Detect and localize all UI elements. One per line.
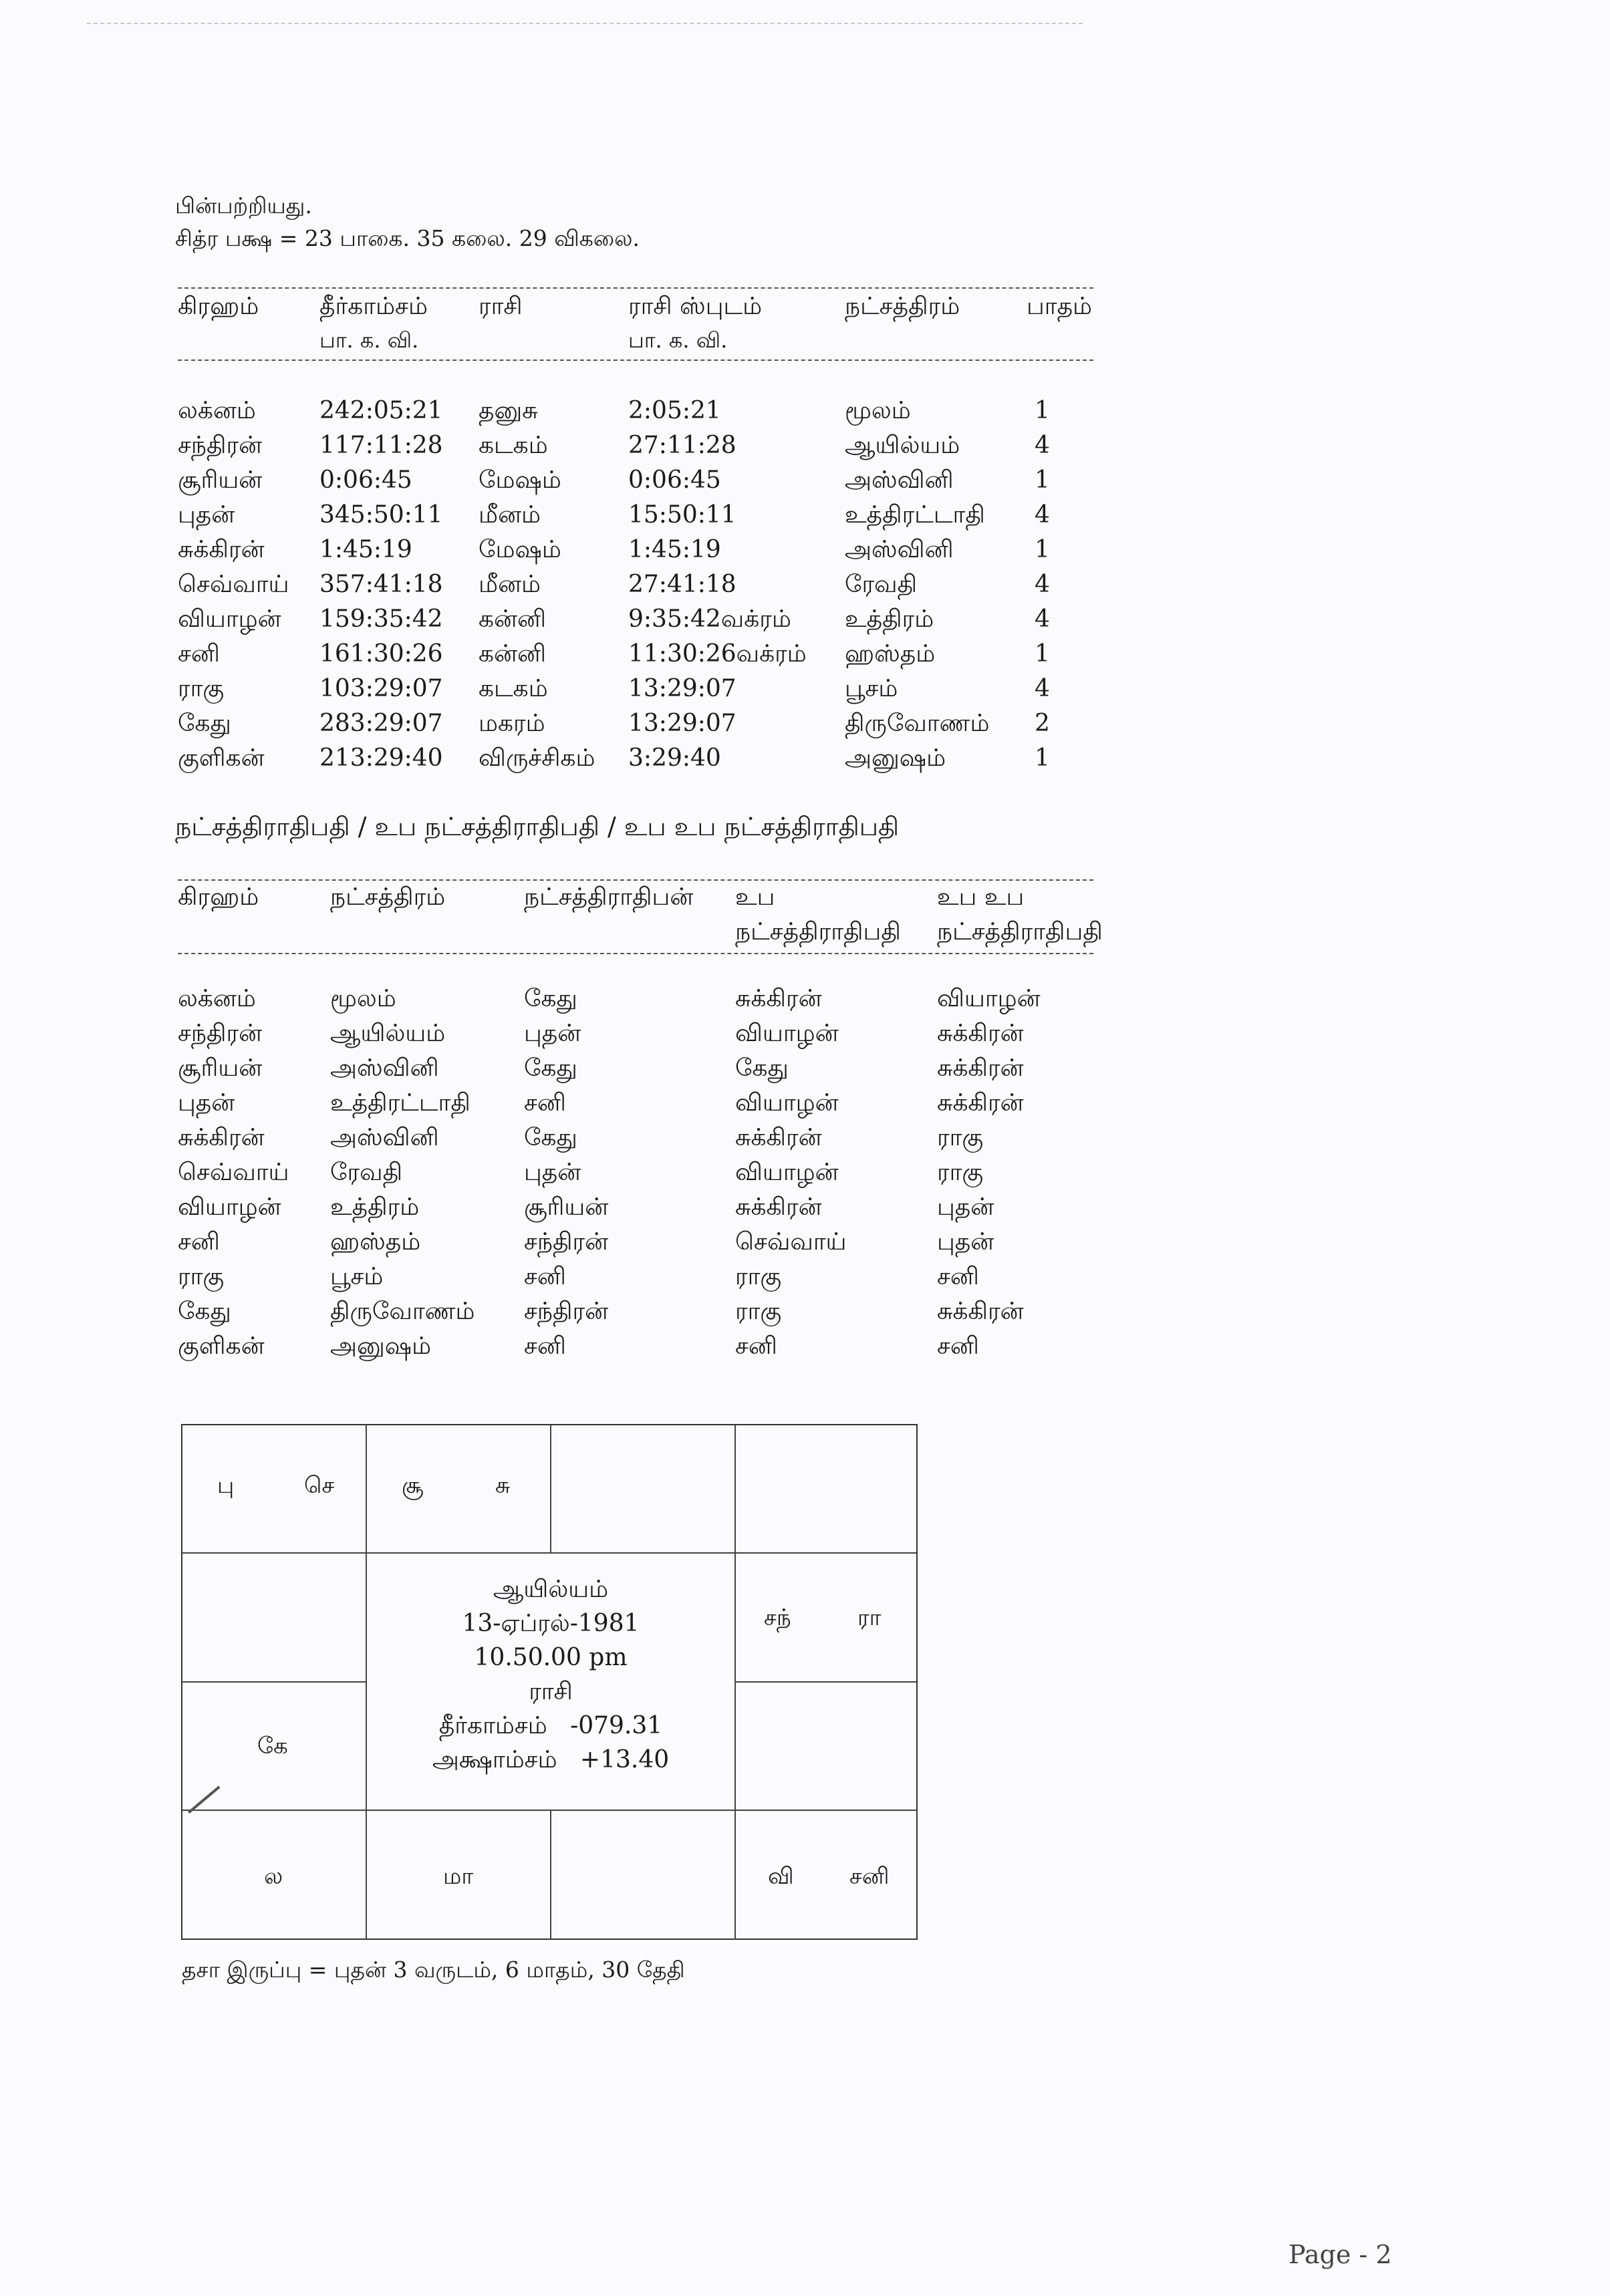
cell-rasi: மீனம் xyxy=(479,571,541,598)
cell-longitude: 161:30:26 xyxy=(319,640,443,668)
cell-graham: லக்னம் xyxy=(178,985,256,1012)
cell-patham: 1 xyxy=(1035,536,1050,563)
cell-nakshatra: மூலம் xyxy=(330,985,396,1012)
cell-graham: சுக்கிரன் xyxy=(178,536,265,563)
cell-sub-sub-lord: சுக்கிரன் xyxy=(937,1054,1024,1082)
cell-rasi-sputam: 27:41:18 xyxy=(628,571,736,598)
birth-nakshatra: ஆயில்யம் xyxy=(493,1576,609,1603)
cell-nakshatra: பூசம் xyxy=(845,675,898,702)
table2-header: நட்சத்திராதிபதி xyxy=(735,918,901,946)
cell-lord: சனி xyxy=(524,1089,566,1117)
chart-grid-line xyxy=(550,1425,551,1552)
cell-sub-sub-lord: புதன் xyxy=(937,1228,994,1256)
table1-header: தீர்காம்சம் xyxy=(319,293,428,320)
cell-nakshatra: உத்திரட்டாதி xyxy=(845,501,985,529)
house-planet: பு xyxy=(217,1472,235,1499)
cell-graham: சூரியன் xyxy=(178,1054,263,1082)
continued-label: பின்பற்றியது. xyxy=(175,192,312,219)
dasa-balance: தசா இருப்பு = புதன் 3 வருடம், 6 மாதம், 30 தேதி xyxy=(182,1957,685,1983)
cell-graham: புதன் xyxy=(178,1089,235,1117)
birth-date: 13-ஏப்ரல்-1981 xyxy=(462,1610,640,1637)
cell-patham: 4 xyxy=(1035,675,1050,702)
cell-lord: கேது xyxy=(524,985,577,1012)
house-planet: சு xyxy=(495,1472,511,1499)
cell-nakshatra: அனுஷம் xyxy=(330,1332,432,1360)
cell-longitude: 117:11:28 xyxy=(319,432,443,459)
cell-graham: வியாழன் xyxy=(178,605,281,633)
cell-nakshatra: அஸ்வினி xyxy=(330,1054,439,1082)
table2-header: உப xyxy=(735,883,775,911)
cell-lord: சனி xyxy=(524,1263,566,1290)
cell-sub-lord: கேது xyxy=(735,1054,789,1082)
cell-sub-sub-lord: சுக்கிரன் xyxy=(937,1089,1024,1117)
cell-rasi-sputam: 9:35:42வக்ரம் xyxy=(628,605,791,633)
cell-nakshatra: ரேவதி xyxy=(330,1159,403,1186)
table2-header: உப உப xyxy=(937,883,1025,911)
cell-sub-sub-lord: வியாழன் xyxy=(937,985,1041,1012)
cell-longitude: 283:29:07 xyxy=(319,710,443,737)
rasi-chart xyxy=(181,1424,918,1940)
cell-nakshatra: ஹஸ்தம் xyxy=(845,640,936,668)
table1-subheader: பா. க. வி. xyxy=(319,327,419,353)
cell-graham: புதன் xyxy=(178,501,235,529)
cell-rasi-sputam: 13:29:07 xyxy=(628,710,736,737)
cell-patham: 4 xyxy=(1035,571,1050,598)
longitude: தீர்காம்சம் -079.31 xyxy=(438,1712,663,1739)
house-planet: வி xyxy=(768,1863,794,1890)
chart-grid-line xyxy=(734,1425,736,1940)
cell-nakshatra: ஆயில்யம் xyxy=(330,1020,446,1047)
cell-sub-sub-lord: புதன் xyxy=(937,1193,994,1221)
cell-longitude: 159:35:42 xyxy=(319,605,443,633)
cell-nakshatra: திருவோணம் xyxy=(330,1298,475,1325)
cell-lord: புதன் xyxy=(524,1020,581,1047)
cell-longitude: 103:29:07 xyxy=(319,675,443,702)
cell-nakshatra: திருவோணம் xyxy=(845,710,990,737)
cell-nakshatra: ஆயில்யம் xyxy=(845,432,960,459)
cell-graham: குளிகன் xyxy=(178,1332,265,1360)
cell-longitude: 242:05:21 xyxy=(319,397,443,424)
cell-graham: சூரியன் xyxy=(178,466,263,494)
cell-rasi: மேஷம் xyxy=(479,536,561,563)
chart-grid-line xyxy=(550,1810,551,1940)
cell-sub-lord: சனி xyxy=(735,1332,777,1360)
cell-sub-sub-lord: சனி xyxy=(937,1263,979,1290)
cell-patham: 1 xyxy=(1035,466,1050,494)
table1-header: கிரஹம் xyxy=(178,293,259,320)
chart-grid-line xyxy=(182,1810,916,1811)
chart-grid-line xyxy=(182,1681,367,1683)
cell-graham: செவ்வாய் xyxy=(178,571,289,598)
table2-header-rule xyxy=(178,953,1093,954)
cell-lord: சந்திரன் xyxy=(524,1298,609,1325)
cell-graham: சந்திரன் xyxy=(178,1020,263,1047)
cell-sub-sub-lord: சுக்கிரன் xyxy=(937,1020,1024,1047)
cell-sub-sub-lord: சுக்கிரன் xyxy=(937,1298,1024,1325)
cell-patham: 4 xyxy=(1035,501,1050,529)
cell-nakshatra: அஸ்வினி xyxy=(845,466,954,494)
cell-rasi-sputam: 11:30:26வக்ரம் xyxy=(628,640,807,668)
house-planet: ல xyxy=(264,1863,283,1890)
cell-nakshatra: ஹஸ்தம் xyxy=(330,1228,421,1256)
cell-rasi: மகரம் xyxy=(479,710,545,737)
birth-time: 10.50.00 pm xyxy=(474,1644,628,1671)
cell-rasi: மீனம் xyxy=(479,501,541,529)
cell-rasi-sputam: 3:29:40 xyxy=(628,744,721,772)
cell-graham: சனி xyxy=(178,640,220,668)
cell-rasi-sputam: 1:45:19 xyxy=(628,536,721,563)
cell-nakshatra: பூசம் xyxy=(330,1263,384,1290)
cell-longitude: 345:50:11 xyxy=(319,501,443,529)
cell-graham: வியாழன் xyxy=(178,1193,281,1221)
cell-graham: ராகு xyxy=(178,675,225,702)
table1-top-rule xyxy=(178,287,1093,289)
cell-lord: கேது xyxy=(524,1124,577,1151)
cell-nakshatra: அஸ்வினி xyxy=(845,536,954,563)
chart-center-info xyxy=(367,1552,734,1810)
cell-longitude: 213:29:40 xyxy=(319,744,443,772)
house-planet: சனி xyxy=(849,1863,890,1890)
house-planet: செ xyxy=(304,1472,335,1499)
cell-rasi-sputam: 0:06:45 xyxy=(628,466,721,494)
table1-header: நட்சத்திரம் xyxy=(845,293,960,320)
cell-graham: கேது xyxy=(178,1298,231,1325)
house-planet: சூ xyxy=(402,1472,424,1499)
cell-nakshatra: உத்திரம் xyxy=(330,1193,420,1221)
cell-rasi-sputam: 15:50:11 xyxy=(628,501,736,529)
cell-sub-sub-lord: ராகு xyxy=(937,1159,984,1186)
table2-header: நட்சத்திராதிபன் xyxy=(524,883,694,911)
cell-rasi-sputam: 27:11:28 xyxy=(628,432,736,459)
cell-sub-lord: வியாழன் xyxy=(735,1020,839,1047)
cell-sub-lord: ராகு xyxy=(735,1298,782,1325)
table1-subheader: பா. க. வி. xyxy=(628,327,728,353)
cell-sub-lord: சுக்கிரன் xyxy=(735,1193,822,1221)
cell-nakshatra: அனுஷம் xyxy=(845,744,946,772)
cell-graham: குளிகன் xyxy=(178,744,265,772)
cell-nakshatra: மூலம் xyxy=(845,397,911,424)
house-planet: மா xyxy=(443,1863,474,1890)
cell-rasi-sputam: 13:29:07 xyxy=(628,675,736,702)
cell-rasi: கடகம் xyxy=(479,432,548,459)
cell-rasi: கன்னி xyxy=(479,605,547,633)
top-scan-rule xyxy=(87,23,1083,24)
cell-rasi: மேஷம் xyxy=(479,466,561,494)
cell-patham: 2 xyxy=(1035,710,1050,737)
cell-sub-lord: சுக்கிரன் xyxy=(735,1124,822,1151)
cell-sub-lord: சுக்கிரன் xyxy=(735,985,822,1012)
cell-rasi: கடகம் xyxy=(479,675,548,702)
table2-header: நட்சத்திரம் xyxy=(330,883,446,911)
cell-patham: 4 xyxy=(1035,432,1050,459)
table2-header: கிரஹம் xyxy=(178,883,259,911)
table1-header: பாதம் xyxy=(1027,293,1093,320)
house-planet: ரா xyxy=(857,1604,882,1631)
chitra-paksha-line: சித்ர பக்ஷ = 23 பாகை. 35 கலை. 29 விகலை. xyxy=(175,225,640,251)
cell-nakshatra: ரேவதி xyxy=(845,571,918,598)
cell-lord: புதன் xyxy=(524,1159,581,1186)
house-planet: சந் xyxy=(764,1604,791,1631)
cell-sub-lord: செவ்வாய் xyxy=(735,1228,847,1256)
cell-rasi: கன்னி xyxy=(479,640,547,668)
chart-label: ராசி xyxy=(529,1678,573,1705)
cell-patham: 1 xyxy=(1035,640,1050,668)
cell-lord: சூரியன் xyxy=(524,1193,609,1221)
cell-lord: சந்திரன் xyxy=(524,1228,609,1256)
cell-graham: ராகு xyxy=(178,1263,225,1290)
cell-graham: செவ்வாய் xyxy=(178,1159,289,1186)
cell-rasi: விருச்சிகம் xyxy=(479,744,595,772)
cell-lord: சனி xyxy=(524,1332,566,1360)
cell-longitude: 357:41:18 xyxy=(319,571,443,598)
cell-sub-lord: வியாழன் xyxy=(735,1159,839,1186)
table1-header-rule xyxy=(178,360,1093,361)
page-number: Page - 2 xyxy=(1289,2240,1392,2269)
cell-sub-sub-lord: ராகு xyxy=(937,1124,984,1151)
cell-graham: சுக்கிரன் xyxy=(178,1124,265,1151)
house-planet: கே xyxy=(257,1733,288,1759)
cell-longitude: 1:45:19 xyxy=(319,536,412,563)
cell-sub-lord: வியாழன் xyxy=(735,1089,839,1117)
cell-patham: 1 xyxy=(1035,397,1050,424)
table1-header: ராசி xyxy=(479,293,523,320)
cell-patham: 4 xyxy=(1035,605,1050,633)
cell-sub-sub-lord: சனி xyxy=(937,1332,979,1360)
cell-sub-lord: ராகு xyxy=(735,1263,782,1290)
cell-longitude: 0:06:45 xyxy=(319,466,412,494)
cell-rasi-sputam: 2:05:21 xyxy=(628,397,721,424)
cell-patham: 1 xyxy=(1035,744,1050,772)
cell-nakshatra: அஸ்வினி xyxy=(330,1124,439,1151)
cell-graham: கேது xyxy=(178,710,231,737)
cell-graham: லக்னம் xyxy=(178,397,256,424)
table1-header: ராசி ஸ்புடம் xyxy=(628,293,763,320)
cell-graham: சனி xyxy=(178,1228,220,1256)
cell-nakshatra: உத்திரம் xyxy=(845,605,934,633)
table2-top-rule xyxy=(178,879,1093,881)
section2-title: நட்சத்திராதிபதி / உப நட்சத்திராதிபதி / உப உப நட்சத்திராதிபதி xyxy=(175,812,900,841)
latitude: அக்ஷாம்சம் +13.40 xyxy=(432,1746,670,1773)
table2-header: நட்சத்திராதிபதி xyxy=(937,918,1103,946)
cell-lord: கேது xyxy=(524,1054,577,1082)
cell-rasi: தனுசு xyxy=(479,397,538,424)
cell-graham: சந்திரன் xyxy=(178,432,263,459)
chart-grid-line xyxy=(734,1681,916,1683)
cell-nakshatra: உத்திரட்டாதி xyxy=(330,1089,471,1117)
